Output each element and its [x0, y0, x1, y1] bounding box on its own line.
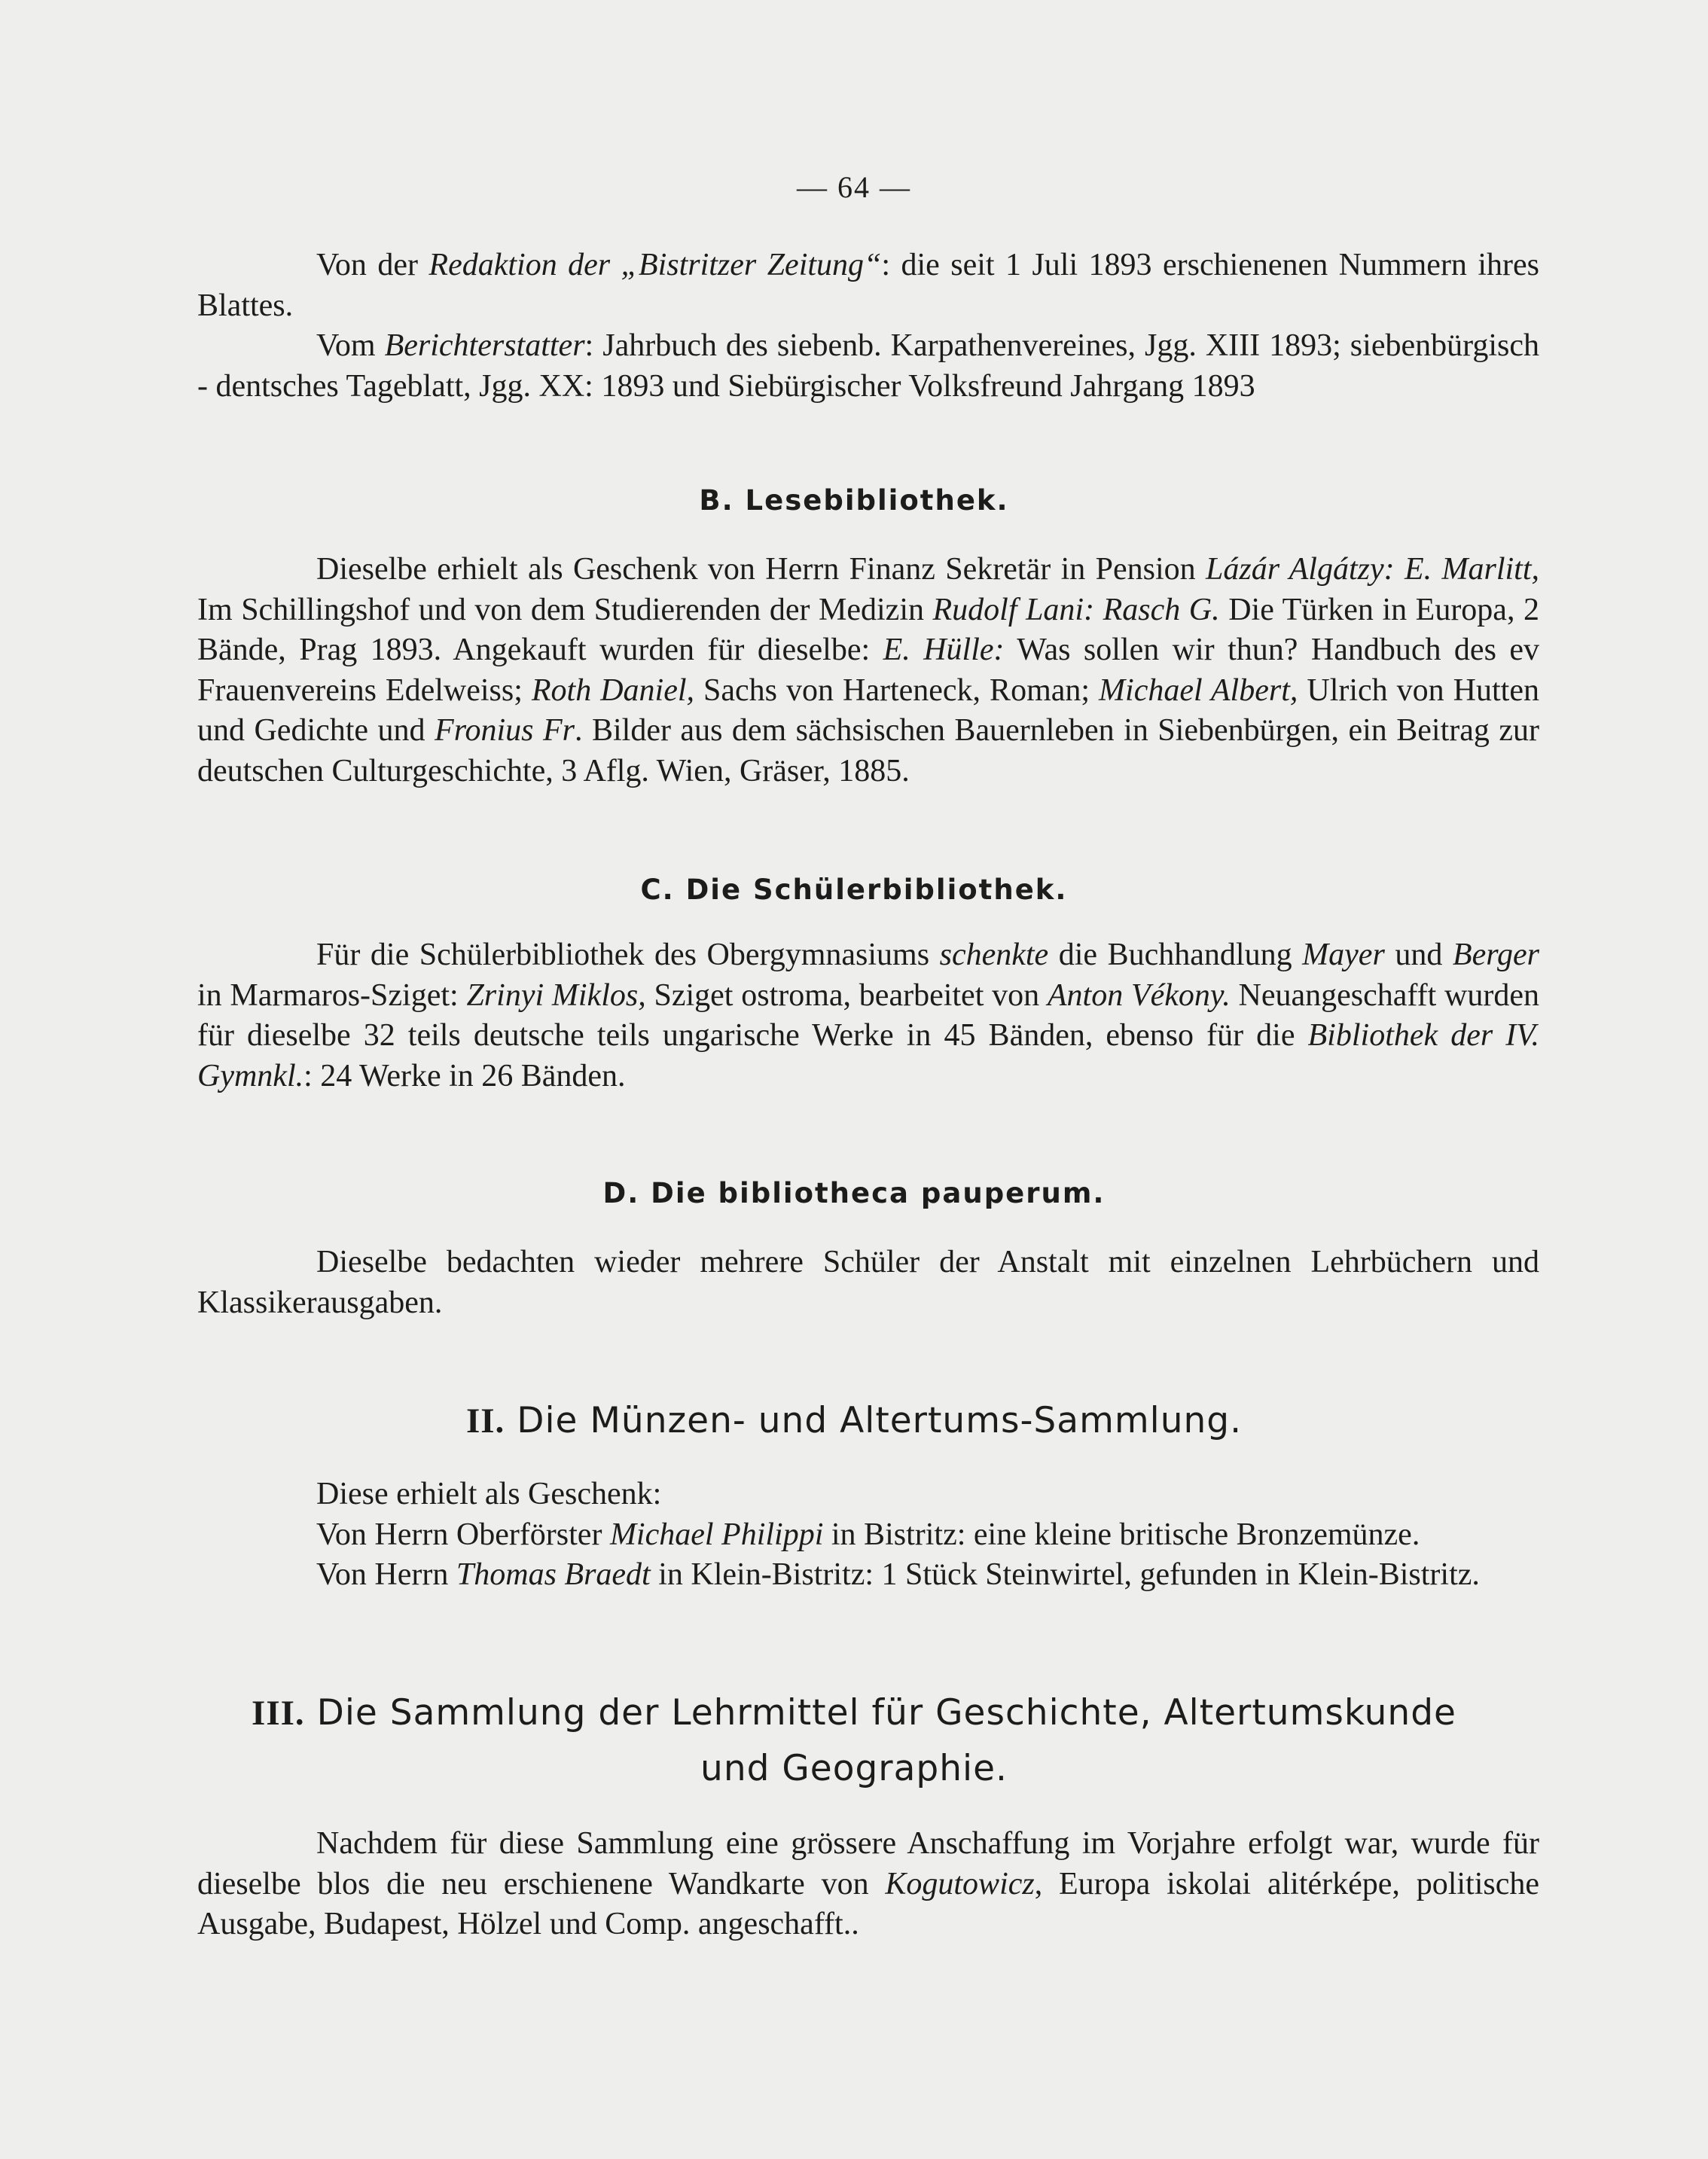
- section-c-block: [197, 935, 1539, 1096]
- section-ii-title: Die Münzen- und Altertums-Sammlung.: [517, 1400, 1243, 1441]
- paragraph-wandkarte: Nachdem für diese Sammlung eine grössere Anschaffung im Vorjahre erfolgt war, wurde für dieselbe blos die neu erschienene Wandkarte von Kogutowicz, Europa iskolai alitérképe, politische Ausgabe, Budapest, Hölzel und Comp. angeschafft..: [197, 1826, 1540, 1941]
- section-heading-iii: [0, 1685, 1708, 1797]
- section-ii-number: II.: [465, 1401, 505, 1441]
- page-number: — 64 —: [797, 170, 911, 204]
- paragraph-schuelerbibliothek: Für die Schülerbibliothek des Obergymnasiums schenkte die Buchhandlung Mayer und Berger in Marmaros-Sziget: Zrinyi Miklos, Sziget ostroma, bearbeitet von Anton Vékony. Neuangeschafft wurden für dieselbe 32 teils deutsche teils ungarische Werke in 45 Bänden, ebenso für die Bibliothek der IV. Gymnkl.: 24 Werke in 26 Bänden.: [197, 938, 1540, 1093]
- paragraph-redaktion: Von der Redaktion der „Bistritzer Zeitung“: die seit 1 Juli 1893 erschienenen Nummern ihres Blattes.: [197, 248, 1540, 323]
- section-iii-title-line-2: und Geographie.: [700, 1748, 1008, 1789]
- section-heading-b: B. Lesebibliothek.: [699, 484, 1009, 517]
- section-heading-d: D. Die bibliotheca pauperum.: [602, 1177, 1106, 1209]
- intro-block: [197, 245, 1539, 407]
- section-d-block: [197, 1243, 1539, 1323]
- paragraph-berichterstatter: Vom Berichterstatter: Jahrbuch des siebenb. Karpathenvereines, Jgg. XIII 1893; siebenbürgisch - dentsches Tageblatt, Jgg. XX: 1893 und Siebürgischer Volksfreund Jahrgang 1893: [197, 328, 1539, 404]
- paragraph-lesebibliothek: Dieselbe erhielt als Geschenk von Herrn Finanz Sekretär in Pension Lázár Algátzy: E. Marlitt, Im Schillingshof und von dem Studierenden der Medizin Rudolf Lani: Rasch G. Die Türken in Europa, 2 Bände, Prag 1893. Angekauft wurden für dieselbe: E. Hülle: Was sollen wir thun? Handbuch des ev Frauenvereins Edelweiss; Roth Daniel, Sachs von Harteneck, Roman; Michael Albert, Ulrich von Hutten und Gedichte und Fronius Fr. Bilder aus dem sächsischen Bauernleben in Siebenbürgen, ein Beitrag zur deutschen Culturgeschichte, 3 Aflg. Wien, Gräser, 1885.: [197, 552, 1540, 788]
- paragraph-geschenk-intro: Diese erhielt als Geschenk:: [316, 1477, 662, 1511]
- paragraph-philippi: Von Herrn Oberförster Michael Philippi in Bistritz: eine kleine britische Bronzemünze.: [316, 1517, 1420, 1552]
- section-ii-block: [197, 1474, 1539, 1596]
- paragraph-braedt: Von Herrn Thomas Braedt in Klein-Bistritz: 1 Stück Steinwirtel, gefunden in Klein-Bistritz.: [316, 1557, 1480, 1592]
- section-iii-title-line-1: III. Die Sammlung der Lehrmittel für Geschichte, Altertumskunde: [252, 1692, 1456, 1734]
- section-b-block: [197, 550, 1539, 791]
- section-iii-number: III.: [252, 1694, 305, 1733]
- section-heading-ii: [0, 1393, 1708, 1449]
- section-iii-block: [197, 1824, 1539, 1945]
- paragraph-pauperum: Dieselbe bedachten wieder mehrere Schüler der Anstalt mit einzelnen Lehrbüchern und Klassikerausgaben.: [197, 1245, 1539, 1320]
- section-heading-c: C. Die Schülerbibliothek.: [640, 874, 1068, 906]
